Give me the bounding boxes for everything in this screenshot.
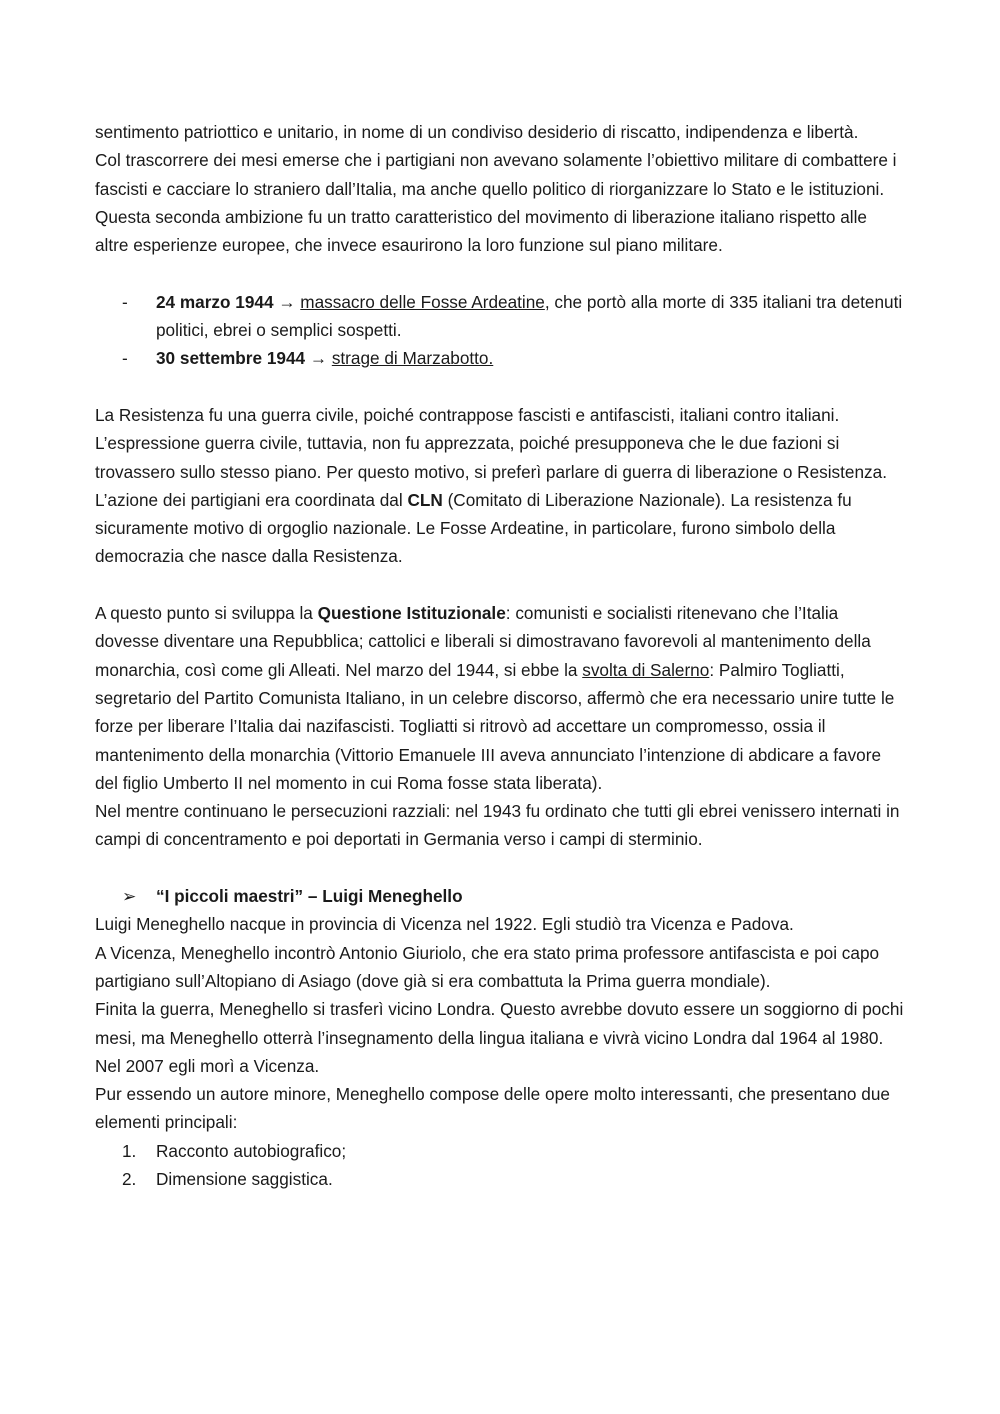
list-item-text: Racconto autobiografico; <box>156 1140 347 1161</box>
intro-paragraph-1: sentimento patriottico e unitario, in nome di un condiviso desiderio di riscatto, indipendenza e libertà. <box>95 122 859 142</box>
meneghello-paragraph-4: Pur essendo un autore minore, Meneghello compose delle opere molto interessanti, che presentano due elementi principali: <box>95 1084 890 1133</box>
list-number: 2. <box>122 1168 137 1189</box>
meneghello-paragraph-2: A Vicenza, Meneghello incontrò Antonio Giuriolo, che era stato prima professore antifascista e poi capo partigiano sull’Altopiano di Asiago (dove già si era combattuta la Prima guerra mondiale). <box>95 942 880 991</box>
section-heading-text: “I piccoli maestri” – Luigi Meneghello <box>156 886 463 907</box>
event-item <box>95 288 905 345</box>
right-arrow-icon: → <box>309 348 328 369</box>
list-number: 1. <box>122 1140 137 1161</box>
event-date: 30 settembre 1944 <box>156 348 306 369</box>
arrowhead-bullet-icon: ➢ <box>122 886 137 907</box>
meneghello-paragraph-3: Finita la guerra, Meneghello si trasferì vicino Londra. Questo avrebbe dovuto essere un soggiorno di pochi mesi, ma Meneghello otterrà l’insegnamento della lingua italiana e vivrà vicino Londra dal 1964 al 1980. Nel 2007 egli morì a Vicenza. <box>95 999 904 1076</box>
persecuzioni-paragraph: Nel mentre continuano le persecuzioni razziali: nel 1943 fu ordinato che tutti gli ebrei venissero internati in campi di concentramento e poi deportati in Germania verso i campi di sterminio. <box>95 801 900 850</box>
event-date: 24 marzo 1944 <box>156 291 274 312</box>
questione-paragraph: A questo punto si sviluppa la Questione Istituzionale: comunisti e socialisti ritenevano che l’Italia dovesse diventare una Repubblica; cattolici e liberali si dimostravano favorevoli al mantenimento della monarchia, così come gli Alleati. Nel marzo del 1944, si ebbe la svolta di Salerno: Palmiro Togliatti, segretario del Partito Comunista Italiano, in un celebre discorso, affermò che era necessario unire tutte le forze per liberare l’Italia dai nazifascisti. Togliatti si ritrovò ad accettare un compromesso, ossia il mantenimento della monarchia (Vittorio Emanuele III aveva annunciato l’intenzione di abdicare a favore del figlio Umberto II nel momento in cui Roma fosse stata liberata). <box>95 603 895 793</box>
event-title: strage di Marzabotto. <box>331 348 494 369</box>
resistenza-paragraph-2: L’azione dei partigiani era coordinata dal CLN (Comitato di Liberazione Nazionale). La resistenza fu sicuramente motivo di orgoglio nazionale. Le Fosse Ardeatine, in particolare, furono simbolo della democrazia che nasce dalla Resistenza. <box>95 489 852 567</box>
numbered-list-item <box>95 1137 905 1165</box>
section-heading <box>95 882 905 910</box>
dash-bullet: - <box>122 291 128 312</box>
dash-bullet: - <box>122 348 128 369</box>
numbered-list-item <box>95 1165 905 1193</box>
intro-paragraph-2: Col trascorrere dei mesi emerse che i partigiani non avevano solamente l’obiettivo militare di combattere i fascisti e cacciare lo straniero dall’Italia, ma anche quello politico di riorganizzare lo Stato e le istituzioni. Questa seconda ambizione fu un tratto caratteristico del movimento di liberazione italiano rispetto alle altre esperienze europee, che invece esaurirono la loro funzione sul piano militare. <box>95 150 897 256</box>
event-item <box>95 344 905 372</box>
questione-term: Questione Istituzionale <box>317 603 506 624</box>
cln-term: CLN <box>407 489 443 510</box>
svolta-term: svolta di Salerno <box>582 659 710 680</box>
right-arrow-icon: → <box>278 291 296 312</box>
event-title: massacro delle Fosse Ardeatine <box>300 291 545 312</box>
resistenza-paragraph-1: La Resistenza fu una guerra civile, poiché contrappose fascisti e antifascisti, italiani contro italiani. L’espressione guerra civile, tuttavia, non fu apprezzata, poiché presupponeva che le due fazioni si trovassero sullo stesso piano. Per questo motivo, si preferì parlare di guerra di liberazione o Resistenza. <box>95 404 887 482</box>
event-description: , che portò alla morte di 335 italiani tra detenuti politici, ebrei o semplici sospetti. <box>156 291 903 341</box>
page-content <box>95 118 905 1193</box>
meneghello-paragraph-1: Luigi Meneghello nacque in provincia di Vicenza nel 1922. Egli studiò tra Vicenza e Padova. <box>95 914 794 935</box>
list-item-text: Dimensione saggistica. <box>156 1168 333 1189</box>
